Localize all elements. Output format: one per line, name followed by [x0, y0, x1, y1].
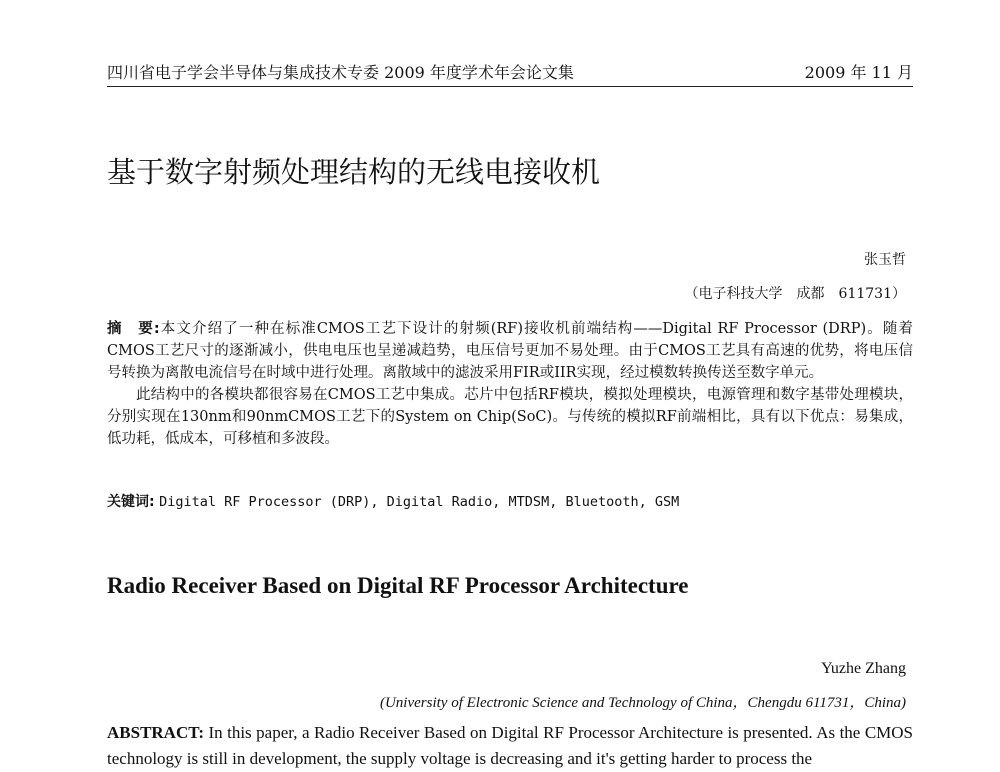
chinese-affiliation: （电子科技大学 成都 611731） [684, 286, 906, 302]
proceedings-title: 四川省电子学会半导体与集成技术专委 2009 年度学术年会论文集 [107, 63, 574, 82]
english-abstract-text: In this paper, a Radio Receiver Based on Digital RF Processor Architecture is presented. As the CMOS technology is still in development, the supply voltage is decreasing and it's getting harder to process the [107, 723, 914, 768]
header-rule [107, 86, 913, 87]
chinese-abstract [107, 318, 913, 450]
english-title: Radio Receiver Based on Digital RF Processor Architecture [107, 573, 689, 598]
chinese-abstract-text-1: 本文介绍了一种在标准CMOS工艺下设计的射频(RF)接收机前端结构——Digital RF Processor (DRP)。随着CMOS工艺尺寸的逐渐减小，供电电压也呈递减趋势，电压信号更加不易处理。由于CMOS工艺具有高速的优势，将电压信号转换为离散电流信号在时域中进行处理。离散域中的滤波采用FIR或IIR实现，经过模数转换传送至数字单元。 [107, 321, 913, 381]
english-abstract [107, 720, 913, 772]
chinese-abstract-label: 摘 要: [107, 321, 160, 337]
english-author: Yuzhe Zhang [821, 660, 906, 677]
publication-date: 2009 年 11 月 [804, 63, 913, 82]
chinese-abstract-paragraph-2: 此结构中的各模块都很容易在CMOS工艺中集成。芯片中包括RF模块，模拟处理模块，电源管理和数字基带处理模块，分别实现在130nm和90nmCMOS工艺下的System on Chip(SoC)。与传统的模拟RF前端相比，具有以下优点：易集成，低功耗，低成本，可移植和多波段。 [107, 387, 913, 447]
keywords-label: 关键词: [107, 494, 155, 510]
keywords-text: Digital RF Processor (DRP), Digital Radio, MTDSM, Bluetooth, GSM [159, 494, 680, 510]
chinese-title: 基于数字射频处理结构的无线电接收机 [107, 155, 601, 189]
chinese-keywords [107, 492, 913, 512]
english-abstract-label: ABSTRACT: [107, 723, 204, 742]
chinese-abstract-paragraph-1 [107, 318, 913, 384]
english-affiliation: (University of Electronic Science and Technology of China，Chengdu 611731，China) [379, 695, 906, 711]
chinese-author: 张玉哲 [864, 252, 906, 268]
running-header [107, 62, 913, 84]
